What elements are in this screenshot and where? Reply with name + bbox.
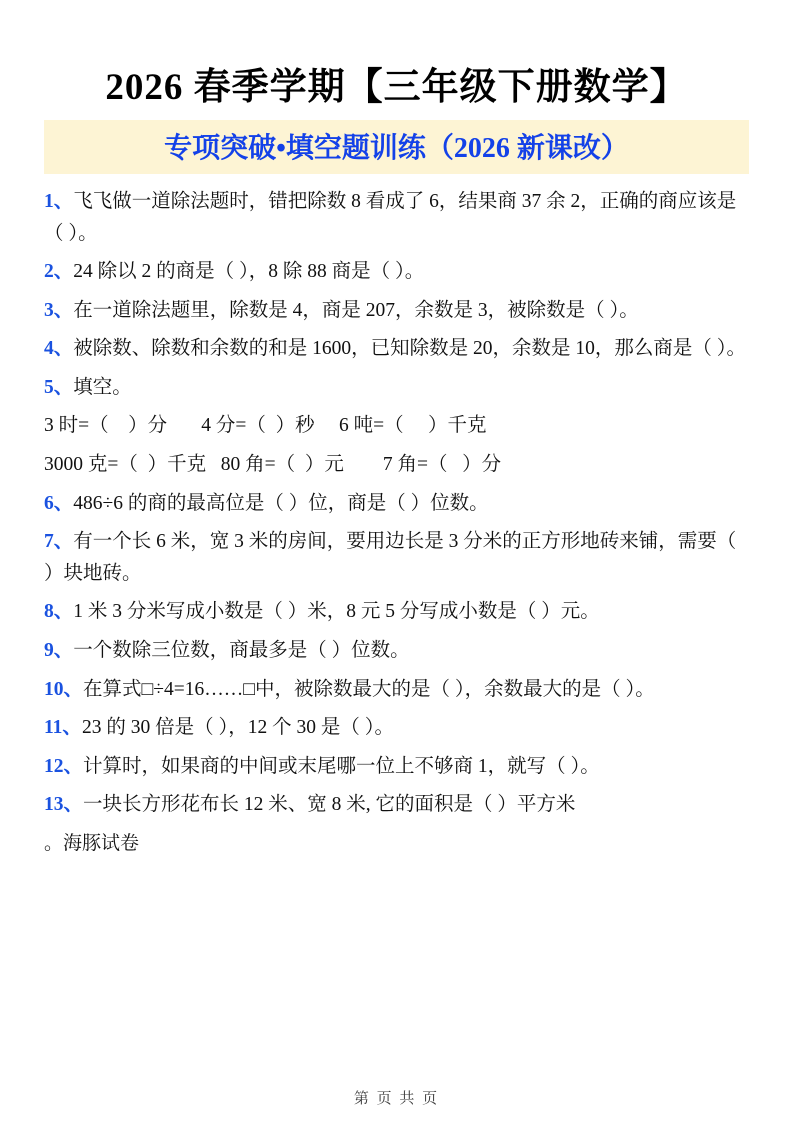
question-item — [44, 674, 749, 706]
question-number: 1、 — [44, 191, 74, 212]
question-text: 23 的 30 倍是（ ），12 个 30 是（ ）。 — [81, 717, 394, 739]
question-text: 一块长方形花布长 12 米、宽 8 米, 它的面积是（ ）平方米 — [83, 794, 576, 816]
question-number: 8、 — [44, 601, 74, 623]
question-number: 4、 — [44, 338, 74, 360]
question-number: 5、 — [44, 376, 74, 398]
page-title: 2026 春季学期【三年级下册数学】 — [105, 67, 688, 108]
question-number: 11、 — [44, 717, 82, 739]
question-text: 在算式□÷4=16……□中，被除数最大的是（ ），余数最大的是（ ）。 — [83, 678, 655, 700]
subtitle-banner — [44, 120, 749, 174]
question-item — [44, 333, 749, 365]
question-text: 486÷6 的商的最高位是（ ）位，商是（ ）位数。 — [73, 492, 489, 514]
question-number: 7、 — [44, 531, 74, 553]
subtitle-text: 专项突破•填空题训练（2026 新课改） — [164, 133, 629, 164]
question-text: 一个数除三位数，商最多是（ ）位数。 — [73, 639, 410, 661]
question-item — [44, 751, 749, 783]
question-subline: 3 时=（ ）分 4 分=（ ）秒 6 吨=（ ）千克 — [44, 415, 487, 437]
question-number: 10、 — [44, 678, 84, 700]
question-number: 13、 — [44, 794, 84, 816]
question-number: 9、 — [44, 639, 74, 661]
question-item — [44, 596, 749, 628]
question-item — [44, 488, 749, 520]
question-text: 1 米 3 分米写成小数是（ ）米，8 元 5 分写成小数是（ ）元。 — [73, 601, 600, 623]
question-item — [44, 712, 749, 744]
question-text: 飞飞做一道除法题时，错把除数 8 看成了 6，结果商 37 余 2，正确的商应该是（ ）。 — [44, 191, 737, 244]
question-number: 3、 — [44, 299, 74, 321]
question-text: 在一道除法题里，除数是 4，商是 207，余数是 3，被除数是（ ）。 — [73, 299, 639, 321]
question-item — [44, 295, 749, 327]
question-subline: 3000 克=（ ）千克 80 角=（ ）元 7 角=（ ）分 — [44, 454, 502, 476]
trailing-note: 。海豚试卷 — [44, 832, 140, 854]
question-number: 2、 — [44, 261, 74, 283]
question-item — [44, 635, 749, 667]
question-text: 被除数、除数和余数的和是 1600，已知除数是 20，余数是 10，那么商是（ ）。 — [73, 338, 747, 360]
question-item — [44, 789, 749, 821]
question-text: 计算时，如果商的中间或末尾哪一位上不够商 1，就写（ ）。 — [83, 755, 600, 777]
question-number: 12、 — [44, 755, 84, 777]
question-text: 24 除以 2 的商是（ ），8 除 88 商是（ ）。 — [73, 261, 425, 283]
question-item — [44, 372, 749, 404]
question-text: 有一个长 6 米，宽 3 米的房间，要用边长是 3 分米的正方形地砖来铺，需要（ ）块地砖。 — [44, 531, 737, 584]
question-item — [44, 256, 749, 288]
question-item — [44, 526, 749, 589]
page-footer: 第 页 共 页 — [353, 1091, 440, 1107]
question-list — [44, 186, 749, 855]
question-number: 6、 — [44, 492, 74, 514]
question-text: 填空。 — [73, 376, 132, 398]
question-item — [44, 186, 749, 249]
